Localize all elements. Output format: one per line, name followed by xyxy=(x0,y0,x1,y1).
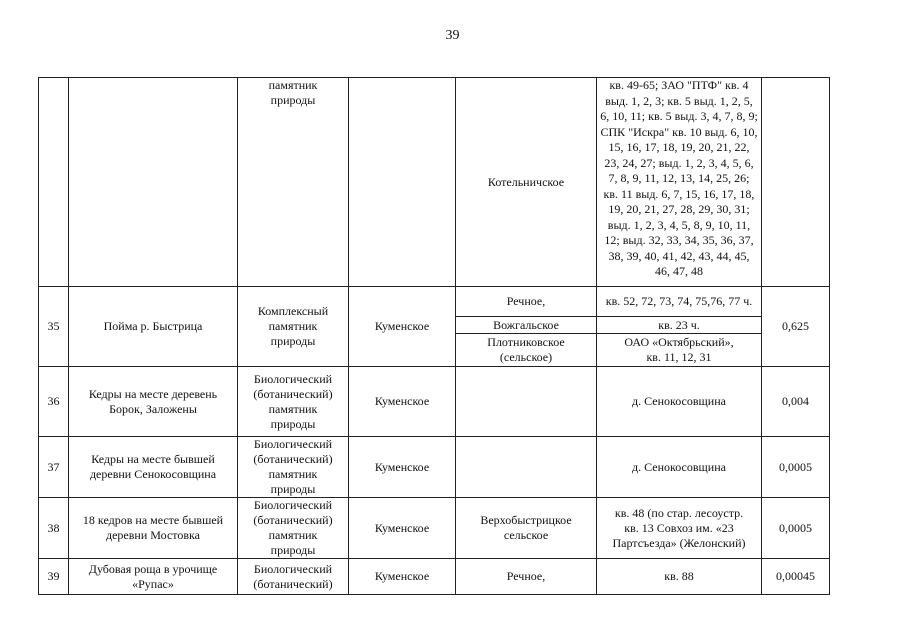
cell-quarters: кв. 88 xyxy=(597,559,762,595)
cell-num xyxy=(39,78,69,287)
cell-category: Комплексный памятник природы xyxy=(238,287,349,367)
cell-district: Верхобыстрицкое сельское xyxy=(456,498,597,559)
cell-municipality: Куменское xyxy=(349,498,456,559)
cell-district: Плотниковское (сельское) xyxy=(456,334,597,367)
cell-quarters: кв. 48 (по стар. лесоустр. кв. 13 Совхоз им. «23 Партсъезда» (Желонский) xyxy=(597,498,762,559)
cell-name: 18 кедров на месте бывшей деревни Мостовка xyxy=(69,498,238,559)
cell-quarters xyxy=(597,78,762,287)
cell-name: Кедры на месте деревень Борок, Заложены xyxy=(69,367,238,437)
cell-category xyxy=(238,78,349,287)
cell-name: Пойма р. Быстрица xyxy=(69,287,238,367)
category-text: памятник природы xyxy=(268,78,318,107)
cell-category: Биологический (ботанический) памятник природы xyxy=(238,367,349,437)
cell-category: Биологический (ботанический) памятник природы xyxy=(238,437,349,498)
table-row-36 xyxy=(39,367,830,437)
cell-area: 0,004 xyxy=(762,367,830,437)
cell-category: Биологический (ботанический) xyxy=(238,559,349,595)
cell-quarters: ОАО «Октябрьский», кв. 11, 12, 31 xyxy=(597,334,762,367)
cell-name: Кедры на месте бывшей деревни Сенокосовщина xyxy=(69,437,238,498)
cell-num: 38 xyxy=(39,498,69,559)
table-row-37 xyxy=(39,437,830,498)
table-row-39 xyxy=(39,559,830,595)
cell-municipality xyxy=(349,78,456,287)
cell-area: 0,0005 xyxy=(762,437,830,498)
cell-area xyxy=(762,78,830,287)
cell-num: 37 xyxy=(39,437,69,498)
cell-district xyxy=(456,437,597,498)
cell-quarters: кв. 52, 72, 73, 74, 75,76, 77 ч. xyxy=(597,287,762,317)
cell-num: 35 xyxy=(39,287,69,367)
cell-municipality: Куменское xyxy=(349,367,456,437)
table-row-continuation xyxy=(39,78,830,287)
page-number: 39 xyxy=(445,28,460,43)
cell-municipality: Куменское xyxy=(349,437,456,498)
cell-name: Дубовая роща в урочище «Рупас» xyxy=(69,559,238,595)
district-text: Котельничское xyxy=(487,174,565,189)
cell-district xyxy=(456,78,597,287)
cell-district: Речное, xyxy=(456,559,597,595)
cell-municipality: Куменское xyxy=(349,287,456,367)
cell-quarters: д. Сенокосовщина xyxy=(597,437,762,498)
cell-district: Вожгальское xyxy=(456,317,597,334)
cell-district: Речное, xyxy=(456,287,597,317)
cell-num: 36 xyxy=(39,367,69,437)
nature-monuments-table xyxy=(38,77,830,595)
cell-municipality: Куменское xyxy=(349,559,456,595)
cell-quarters: кв. 23 ч. xyxy=(597,317,762,334)
table-row-35 xyxy=(39,287,830,317)
cell-area: 0,0005 xyxy=(762,498,830,559)
cell-num: 39 xyxy=(39,559,69,595)
cell-area: 0,00045 xyxy=(762,559,830,595)
cell-district xyxy=(456,367,597,437)
cell-quarters: д. Сенокосовщина xyxy=(597,367,762,437)
table-row-38 xyxy=(39,498,830,559)
quarters-text: кв. 49-65; ЗАО "ПТФ" кв. 4 выд. 1, 2, 3; кв. 5 выд. 1, 2, 5, 6, 10, 11; кв. 5 выд. 3, 4, 7, 8, 9; СПК "Искра" кв. 10 выд. 6, 10, 15, 16, 17, 18, 19, 20, 21, 22, 23, 24, 27; выд. 1, 2, 3, 4, 5, 6, 7, 8, 9, 11, 12, 13, 14, 25, 26; кв. 11 выд. 6, 7, 15, 16, 17, 18, 19, 20, 21, 27, 28, 29, 30, 31; выд. 1, 2, 3, 4, 5, 8, 9, 10, 11, 12; выд. 32, 33, 34, 35, 36, 37, 38, 39, 40, 41, 42, 43, 44, 45, 46, 47, 48 xyxy=(600,78,758,278)
cell-area: 0,625 xyxy=(762,287,830,367)
cell-category: Биологический (ботанический) памятник природы xyxy=(238,498,349,559)
cell-name xyxy=(69,78,238,287)
